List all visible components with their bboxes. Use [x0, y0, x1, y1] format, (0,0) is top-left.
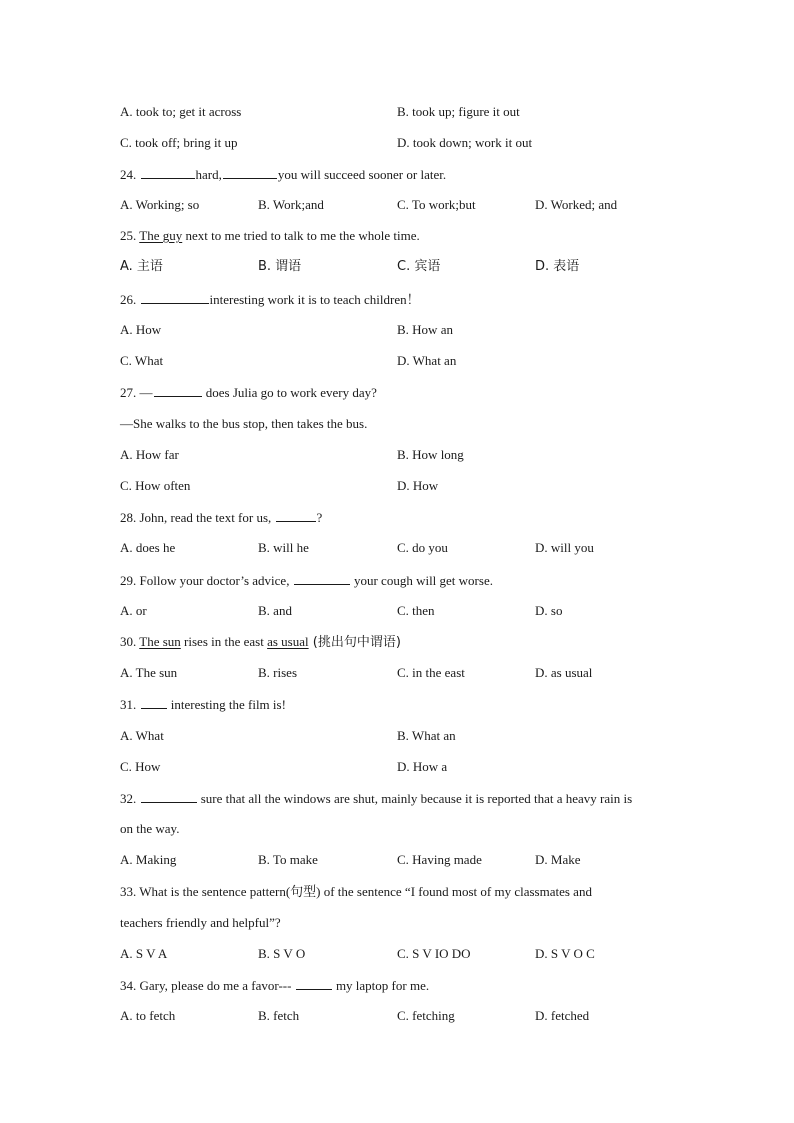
q32-stem [120, 790, 632, 807]
q24-text-1: hard, [195, 167, 222, 182]
q33-stem [120, 884, 592, 900]
q29-option-c: C. then [397, 603, 435, 618]
q30-option-d: D. as usual [535, 665, 593, 680]
q30-option-c: C. in the east [397, 665, 465, 680]
q31-option-b: B. What an [397, 728, 456, 743]
q27-reply: —She walks to the bus stop, then takes the bus. [120, 416, 368, 431]
q32-option-b: B. To make [258, 852, 318, 867]
q31-stem [120, 696, 286, 713]
q34-text-2: my laptop for me. [332, 978, 430, 993]
q24-option-d: D. Worked; and [535, 197, 618, 212]
q30-underlined-adverbial: as usual [267, 634, 309, 649]
q29-number: 29. [120, 573, 137, 588]
q27-dash: — [139, 385, 153, 400]
q26-option-c: C. What [120, 353, 164, 368]
q23-option-d: D. took down; work it out [397, 135, 533, 150]
q29-text-1: Follow your doctor’s advice, [139, 573, 293, 588]
q34-blank [296, 977, 332, 990]
q28-option-d: D. will you [535, 540, 594, 555]
q31-text: interesting the film is! [167, 697, 286, 712]
q25-stem [120, 228, 420, 244]
q33-line-2: teachers friendly and helpful”? [120, 915, 281, 930]
q34-option-a: A. to fetch [120, 1008, 176, 1023]
q34-option-d: D. fetched [535, 1008, 590, 1023]
q27-option-d: D. How [397, 478, 439, 493]
q33-line-1: What is the sentence pattern(句型) of the sentence “I found most of my classmates and [139, 884, 592, 899]
q29-option-d: D. so [535, 603, 563, 618]
q27-option-a: A. How far [120, 447, 179, 462]
q33-number: 33. [120, 884, 137, 899]
q31-option-a: A. What [120, 728, 164, 743]
q23-option-a: A. took to; get it across [120, 104, 242, 119]
q33-option-b: B. S V O [258, 946, 306, 961]
q29-text-2: your cough will get worse. [350, 573, 493, 588]
q24-blank-1 [141, 166, 195, 179]
q23-option-c: C. took off; bring it up [120, 135, 238, 150]
q30-option-a: A. The sun [120, 665, 178, 680]
q25-option-b: B. 谓语 [258, 259, 302, 274]
q27-stem [120, 384, 377, 401]
q33-option-a: A. S V A [120, 946, 168, 961]
q24-blank-2 [223, 166, 277, 179]
q34-stem [120, 977, 429, 994]
q24-option-a: A. Working; so [120, 197, 200, 212]
q27-number: 27. [120, 385, 137, 400]
q30-text: rises in the east [180, 634, 268, 649]
q34-number: 34. [120, 978, 137, 993]
q24-number: 24. [120, 167, 137, 182]
q28-option-c: C. do you [397, 540, 448, 555]
q25-option-a: A. 主语 [120, 259, 163, 274]
q25-option-d: D. 表语 [535, 259, 580, 274]
q28-option-a: A. does he [120, 540, 176, 555]
q23-option-b: B. took up; figure it out [397, 104, 520, 119]
q31-number: 31. [120, 697, 137, 712]
q33-option-c: C. S V IO DO [397, 946, 471, 961]
q27-blank [154, 384, 202, 397]
q26-number: 26. [120, 292, 137, 307]
q27-option-b: B. How long [397, 447, 464, 462]
q30-number: 30. [120, 634, 137, 649]
q26-stem [120, 291, 420, 308]
q26-option-a: A. How [120, 322, 162, 337]
q34-option-b: B. fetch [258, 1008, 300, 1023]
q34-option-c: C. fetching [397, 1008, 455, 1023]
q30-stem [120, 634, 401, 651]
q31-option-c: C. How [120, 759, 161, 774]
q32-option-c: C. Having made [397, 852, 482, 867]
q29-stem [120, 572, 493, 589]
q29-blank [294, 572, 350, 585]
q29-option-b: B. and [258, 603, 292, 618]
q25-option-c: C. 宾语 [397, 259, 441, 274]
q32-option-a: A. Making [120, 852, 177, 867]
q26-option-d: D. What an [397, 353, 457, 368]
q28-text-1: John, read the text for us, [139, 510, 275, 525]
q28-stem [120, 509, 322, 526]
q26-text: interesting work it is to teach children！ [209, 292, 420, 307]
q30-underlined-subject: The sun [139, 634, 181, 649]
q32-blank [141, 790, 197, 803]
q24-stem [120, 166, 446, 183]
q25-number: 25. [120, 228, 137, 243]
q29-option-a: A. or [120, 603, 147, 618]
q31-blank [141, 696, 167, 709]
q32-text: sure that all the windows are shut, mainly because it is reported that a heavy rain is [197, 791, 633, 806]
q32-continuation: on the way. [120, 821, 180, 836]
q27-option-c: C. How often [120, 478, 191, 493]
q28-option-b: B. will he [258, 540, 309, 555]
q24-option-b: B. Work;and [258, 197, 324, 212]
q28-blank [276, 509, 316, 522]
q33-option-d: D. S V O C [535, 946, 595, 961]
q27-text: does Julia go to work every day? [202, 385, 377, 400]
q32-number: 32. [120, 791, 137, 806]
q30-note: (挑出句中谓语) [308, 635, 401, 650]
q31-option-d: D. How a [397, 759, 448, 774]
q25-underlined: The guy [139, 228, 183, 243]
q34-text-1: Gary, please do me a favor--- [139, 978, 295, 993]
q25-text: next to me tried to talk to me the whole time. [182, 228, 420, 243]
q30-option-b: B. rises [258, 665, 297, 680]
q26-blank [141, 291, 209, 304]
q32-option-d: D. Make [535, 852, 581, 867]
q24-option-c: C. To work;but [397, 197, 476, 212]
q28-number: 28. [120, 510, 137, 525]
q28-text-2: ? [316, 510, 323, 525]
q24-text-2: you will succeed sooner or later. [277, 167, 447, 182]
q26-option-b: B. How an [397, 322, 453, 337]
